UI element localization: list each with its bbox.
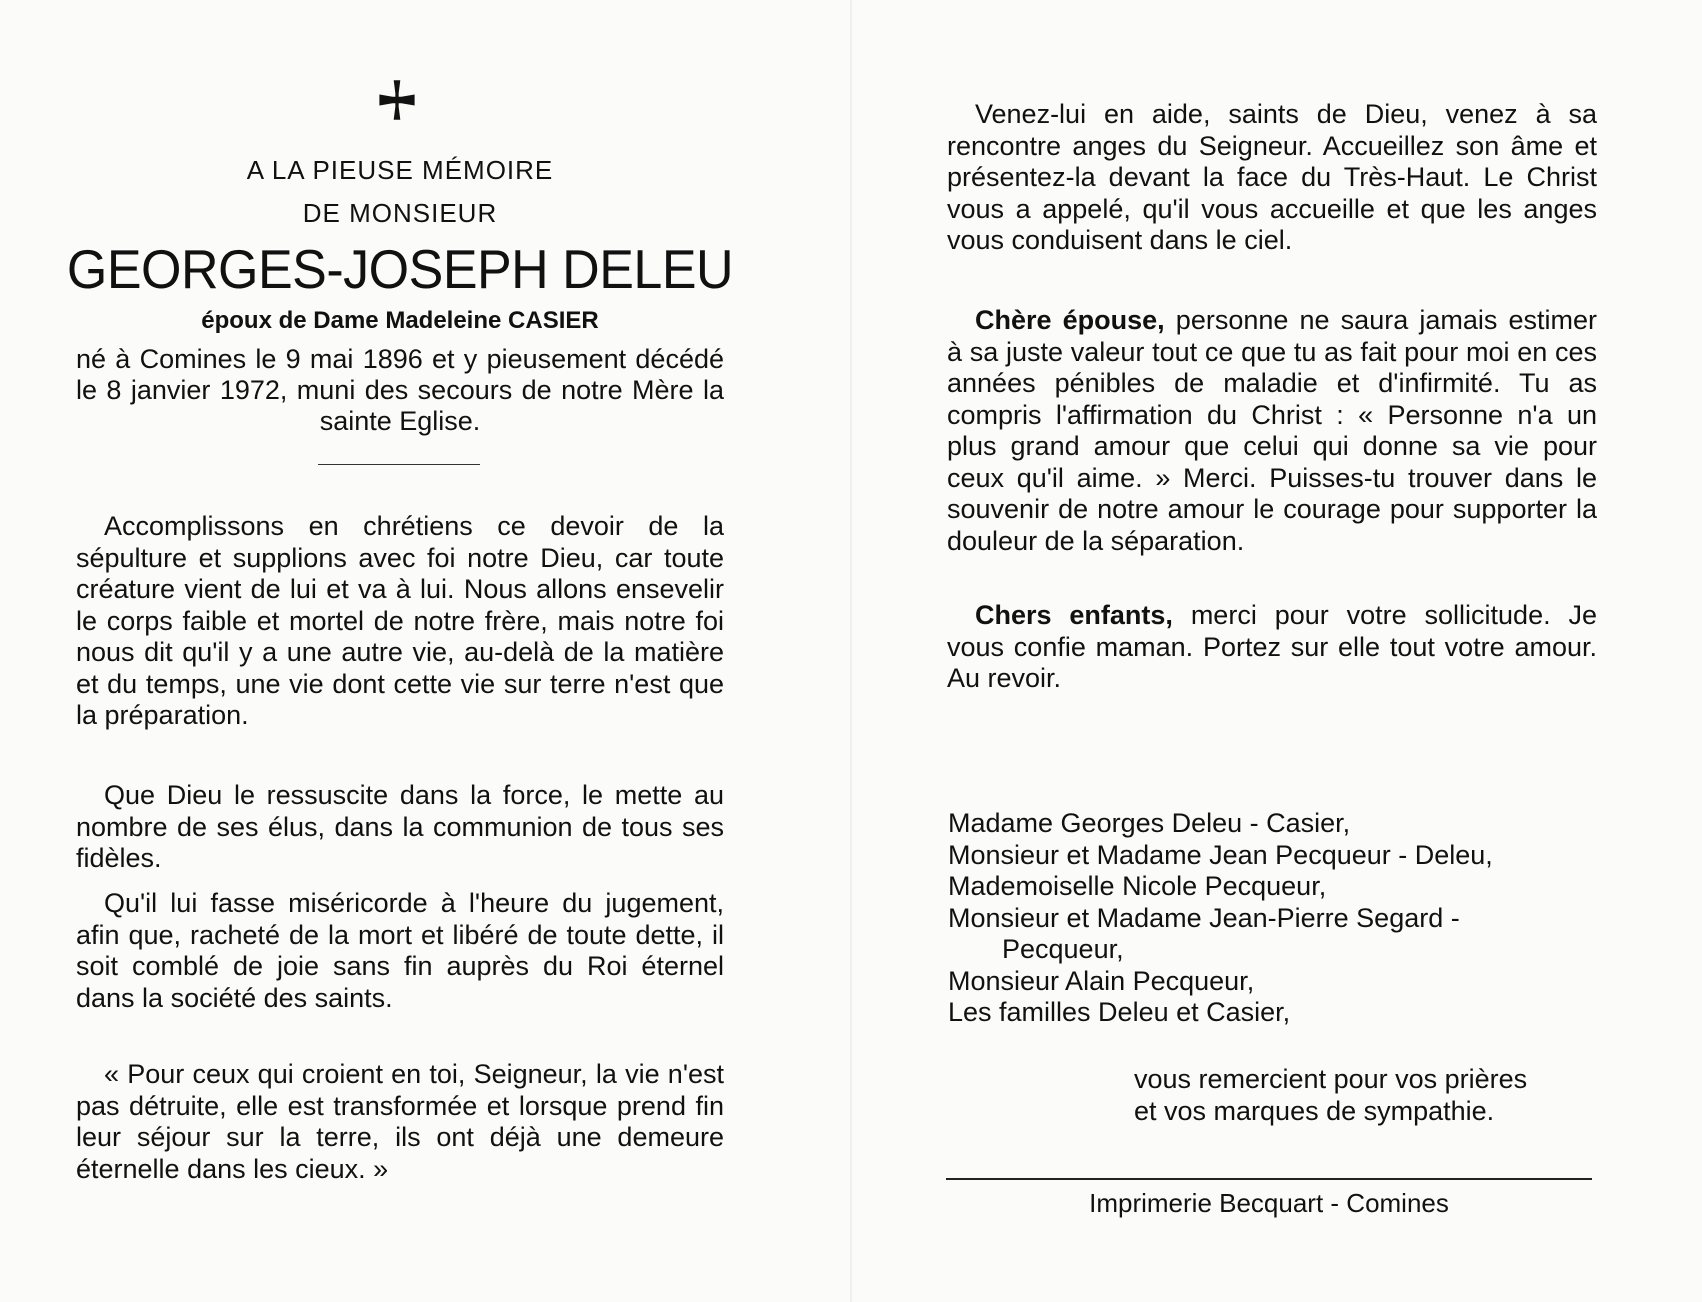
thanks-text: [1134, 1064, 1527, 1127]
family-member: Pecqueur,: [1002, 934, 1124, 964]
paragraph-text: Accomplissons en chrétiens ce devoir de la sépulture et supplions avec foi notre Dieu, car toute créature vient de lui et va à lui. Nous allons ensevelir le corps faible et mortel de notre frère, mais notre foi nous dit qu'il y a une autre vie, au-delà de la matière et du temps, une vie dont cette vie sur terre n'est que la préparation.: [76, 511, 724, 730]
children-address: Chers enfants,: [975, 600, 1173, 630]
thanks-line: et vos marques de sympathie.: [1134, 1095, 1495, 1126]
paragraph-text: « Pour ceux qui croient en toi, Seigneur, la vie n'est pas détruite, elle est transformée et lorsque prend fin leur séjour sur la terre, ils ont déjà une demeure éternelle dans les cieux. »: [76, 1059, 724, 1184]
family-member: Les familles Deleu et Casier,: [948, 997, 1291, 1027]
memorial-heading: A LA PIEUSE MÉMOIRE: [246, 155, 554, 185]
printer-credit: Imprimerie Becquart - Comines: [1089, 1188, 1449, 1218]
children-message: merci pour votre sollicitude. Je vous confie maman. Portez sur elle tout votre amour. Au revoir.: [947, 600, 1597, 693]
paragraph-text: [947, 600, 1597, 695]
deceased-name: GEORGES-JOSEPH DELEU: [66, 239, 734, 301]
paragraph-text: Venez-lui en aide, saints de Dieu, venez à sa rencontre anges du Seigneur. Accueillez son âme et présentez-la devant la face du Très-Haut. Le Christ vous a appelé, qu'il vous accueille et que les anges vous conduisent dans le ciel.: [947, 99, 1597, 255]
memorial-subheading: DE MONSIEUR: [302, 198, 498, 228]
paragraph-text: Que Dieu le ressuscite dans la force, le mette au nombre de ses élus, dans la communion de tous ses fidèles.: [76, 780, 724, 873]
family-member: Madame Georges Deleu - Casier,: [948, 808, 1351, 838]
paragraph-text: Qu'il lui fasse miséricorde à l'heure du jugement, afin que, racheté de la mort et libéré de toute dette, il soit comblé de joie sans fin auprès du Roi éternel dans la société des saints.: [76, 888, 724, 1013]
family-list: [948, 808, 1493, 1029]
family-member: Monsieur et Madame Jean Pecqueur - Deleu,: [948, 839, 1493, 870]
family-member: Monsieur Alain Pecqueur,: [948, 965, 1255, 996]
wife-message: personne ne saura jamais estimer à sa juste valeur tout ce que tu as fait pour moi en ces années pénibles de maladie et d'infirmité. Tu as compris l'affirmation du Christ : « Personne n'a un plus grand amour que celui qui donne sa vie pour ceux qu'il aime. » Merci. Puisses-tu trouver dans le souvenir de notre amour le courage pour supporter la douleur de la séparation.: [947, 305, 1598, 556]
spouse-line: époux de Dame Madeleine CASIER: [201, 307, 599, 334]
paragraph-wife: [947, 305, 1597, 557]
paragraph-text: [947, 305, 1597, 557]
wife-address: Chère épouse,: [975, 305, 1165, 335]
paragraph-prayer: [947, 99, 1597, 257]
footer-divider: [946, 1178, 1592, 1180]
family-member: Mademoiselle Nicole Pecqueur,: [948, 871, 1327, 901]
birth-death-text: né à Comines le 9 mai 1896 et y pieusement décédé le 8 janvier 1972, muni des secours de notre Mère la sainte Eglise.: [76, 344, 724, 436]
family-member: Monsieur et Madame Jean-Pierre Segard -: [948, 902, 1460, 933]
thanks-line: vous remercient pour vos prières: [1134, 1064, 1528, 1094]
paragraph-children: [947, 600, 1597, 695]
